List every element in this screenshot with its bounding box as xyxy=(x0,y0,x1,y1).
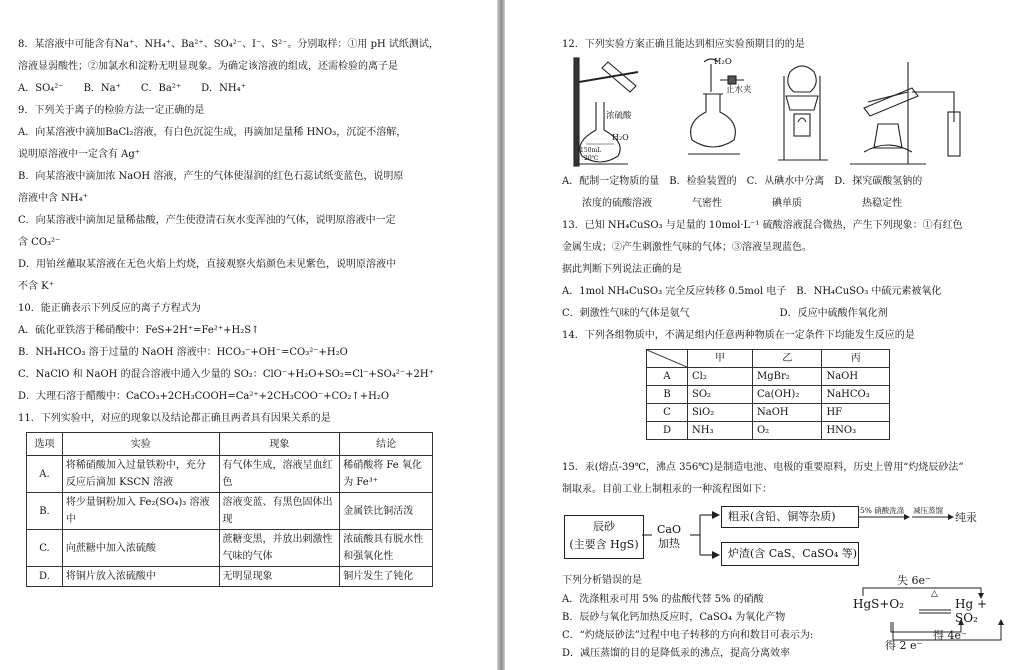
q15-line1: 15．汞(熔点-39℃，沸点 356℃)是制造电池、电极的重要原料，历史上曾用“灼烧辰砂法” xyxy=(562,462,964,473)
row-observation: 有气体生成，溶液呈血红色 xyxy=(219,456,340,493)
q12-apparatus-figures xyxy=(568,52,988,170)
row-conclusion: 铜片发生了钝化 xyxy=(340,567,433,587)
header-experiment: 实验 xyxy=(62,433,219,456)
page-gutter xyxy=(497,0,505,670)
q14-stem: 14．下列各组物质中，不满足组内任意两种物质在一定条件下均能发生反应的是 xyxy=(562,330,915,341)
q9-option-a-line2: 说明原溶液中一定含有 Ag⁺ xyxy=(18,149,141,160)
q13-options-cd: C．刺激性气味的气体是氨气 D．反应中硫酸作氧化剂 xyxy=(562,308,888,319)
q12-options-line2: 浓度的硫酸溶液 气密性 碘单质 热稳定性 xyxy=(562,198,902,209)
flow-step-arrows xyxy=(858,512,958,522)
eq-gain-4e: 得 4e⁻ xyxy=(933,629,967,642)
row-option: A. xyxy=(27,456,63,493)
header-conclusion: 结论 xyxy=(340,433,433,456)
flow-step-distill: 减压蒸馏 xyxy=(913,506,943,515)
eq-gain-2e: 得 2 e⁻ xyxy=(885,639,923,652)
q8-options: A．SO₄²⁻ B．Na⁺ C．Ba²⁺ D．NH₄⁺ xyxy=(18,83,246,94)
q9-option-b-line1: B．向某溶液中滴加浓 NaOH 溶液，产生的气体使湿润的红色石蕊试纸变蓝色，说明原 xyxy=(18,171,404,182)
q9-stem: 9．下列关于离子的检验方法一定正确的是 xyxy=(18,105,205,116)
row-observation: 蔗糖变黑，并放出刺激性气味的气体 xyxy=(219,530,340,567)
q15-stem: 下列分析错误的是 xyxy=(562,575,642,586)
left-page xyxy=(0,0,497,670)
q8-line2: 溶液显弱酸性；②加氯水和淀粉无明显现象。为确定该溶液的组成，还需检验的离子是 xyxy=(18,61,398,72)
reagent-heat: 加热 xyxy=(658,537,680,550)
label-top-water: H₂O xyxy=(714,57,732,67)
flow-pure-mercury: 纯汞 xyxy=(955,511,977,524)
row-key: B xyxy=(647,386,688,404)
table-row xyxy=(27,456,433,493)
apparatus-c-iodine-sublimation xyxy=(778,66,828,160)
q15-option-b: B．辰砂与氧化钙加热反应时，CaSO₄ 为氧化产物 xyxy=(562,612,786,623)
header-diagonal-cell xyxy=(647,350,688,368)
row-jia: NH₃ xyxy=(688,422,753,440)
table-row xyxy=(647,368,890,386)
eq-products: Hg + SO₂ xyxy=(955,597,988,625)
right-page xyxy=(505,0,1013,670)
row-bing: NaOH xyxy=(822,368,890,386)
row-bing: HNO₃ xyxy=(822,422,890,440)
q15-line2: 制取汞。目前工业上制粗汞的一种流程图如下： xyxy=(562,484,772,495)
row-conclusion: 金属铁比铜活泼 xyxy=(340,493,433,530)
row-yi: O₂ xyxy=(752,422,821,440)
q9-option-c-line1: C．向某溶液中滴加足量稀盐酸，产生使澄清石灰水变浑浊的气体，说明原溶液中一定 xyxy=(18,215,396,226)
row-bing: HF xyxy=(822,404,890,422)
row-yi: NaOH xyxy=(752,404,821,422)
header-col-yi: 乙 xyxy=(752,350,821,368)
table-row xyxy=(647,404,890,422)
flow-box-crude-mercury: 粗汞(含铅、铜等杂质) xyxy=(721,506,859,528)
eq-lose-electrons: 失 6e⁻ xyxy=(897,574,931,587)
cinnabar-sublabel: (主要含 HgS) xyxy=(569,538,639,551)
cinnabar-label: 辰砂 xyxy=(593,520,615,533)
q10-option-d: D．大理石溶于醋酸中：CaCO₃+2CH₃COOH=Ca²⁺+2CH₃COO⁻+CO₂↑+H₂O xyxy=(18,391,390,402)
label-flask-water: H₂O xyxy=(612,133,629,142)
row-experiment: 将少量铜粉加入 Fe₂(SO₄)₃ 溶液中 xyxy=(62,493,219,530)
table-row xyxy=(27,530,433,567)
table-row xyxy=(647,422,890,440)
label-water-clamp: 止水夹 xyxy=(726,85,752,95)
row-observation: 溶液变蓝、有黑色固体出现 xyxy=(219,493,340,530)
q9-option-c-line2: 含 CO₃²⁻ xyxy=(18,237,61,248)
q9-option-d-line1: D．用铂丝蘸取某溶液在无色火焰上灼烧，直接观察火焰颜色未见紫色，说明原溶液中 xyxy=(18,259,397,270)
row-jia: SO₂ xyxy=(688,386,753,404)
row-jia: SiO₂ xyxy=(688,404,753,422)
eq-reactants: HgS+O₂ xyxy=(853,597,905,611)
row-conclusion: 稀硝酸将 Fe 氧化为 Fe³⁺ xyxy=(340,456,433,493)
row-option: C. xyxy=(27,530,63,567)
row-key: D xyxy=(647,422,688,440)
header-col-jia: 甲 xyxy=(688,350,753,368)
q9-option-a-line1: A．向某溶液中滴加BaCl₂溶液，有白色沉淀生成，再滴加足量稀 HNO₃，沉淀不溶解， xyxy=(18,127,407,138)
q15-option-c: C．“灼烧辰砂法”过程中电子转移的方向和数目可表示为: xyxy=(562,630,814,641)
q15-option-d: D．减压蒸馏的目的是降低汞的沸点，提高分离效率 xyxy=(562,648,791,659)
q11-experiment-table xyxy=(26,432,433,587)
row-experiment: 将铜片放入浓硫酸中 xyxy=(62,567,219,587)
reagent-cao: CaO xyxy=(657,523,681,536)
header-col-bing: 丙 xyxy=(822,350,890,368)
header-option: 选项 xyxy=(27,433,63,456)
table-row xyxy=(647,386,890,404)
label-conc-sulfuric-acid: 浓硫酸 xyxy=(606,111,632,121)
label-flask-volume: 150mL xyxy=(580,147,602,154)
q10-option-b: B．NH₄HCO₃ 溶于过量的 NaOH 溶液中：HCO₃⁻+OH⁻=CO₃²⁻+H₂O xyxy=(18,347,348,358)
row-yi: Ca(OH)₂ xyxy=(752,386,821,404)
q13-options-ab: A．1mol NH₄CuSO₃ 完全反应转移 0.5mol 电子 B．NH₄CuSO₃ 中硫元素被氧化 xyxy=(562,286,942,297)
q14-substance-table xyxy=(646,349,890,440)
flow-box-slag: 炉渣(含 CaS、CaSO₄ 等) xyxy=(721,542,859,566)
q12-stem: 12．下列实验方案正确且能达到相应实验预期目的的是 xyxy=(562,39,805,50)
table-row xyxy=(27,493,433,530)
q8-line1: 8．某溶液中可能含有Na⁺、NH₄⁺、Ba²⁺、SO₄²⁻、I⁻、S²⁻。分别取样：①用 pH 试纸测试， xyxy=(18,39,439,50)
row-option: B. xyxy=(27,493,63,530)
row-observation: 无明显现象 xyxy=(219,567,340,587)
q10-stem: 10．能正确表示下列反应的离子方程式为 xyxy=(18,303,201,314)
row-option: D. xyxy=(27,567,63,587)
flow-box-cinnabar xyxy=(564,515,644,559)
row-jia: Cl₂ xyxy=(688,368,753,386)
table-header-row xyxy=(27,433,433,456)
q13-line1: 13．已知 NH₄CuSO₃ 与足量的 10mol·L⁻¹ 硫酸溶液混合微热，产生下列现象：①有红色 xyxy=(562,220,963,231)
flow-step-wash: 5% 硝酸洗涤 xyxy=(860,506,905,515)
header-observation: 现象 xyxy=(219,433,340,456)
eq-condition: △ xyxy=(931,589,938,599)
q11-stem: 11．下列实验中，对应的现象以及结论都正确且两者具有因果关系的是 xyxy=(18,413,331,424)
row-experiment: 向蔗糖中加入浓硫酸 xyxy=(62,530,219,567)
table-row xyxy=(27,567,433,587)
row-yi: MgBr₂ xyxy=(752,368,821,386)
q12-options-line1: A．配制一定物质的量 B．检验装置的 C．从碘水中分离 D．探究碳酸氢钠的 xyxy=(562,176,923,187)
row-experiment: 将稀硝酸加入过量铁粉中，充分反应后滴加 KSCN 溶液 xyxy=(62,456,219,493)
q9-option-d-line2: 不含 K⁺ xyxy=(18,281,54,292)
q10-option-a: A．硫化亚铁溶于稀硝酸中：FeS+2H⁺=Fe²⁺+H₂S↑ xyxy=(18,325,260,336)
apparatus-b-airtightness xyxy=(688,59,744,154)
q9-option-b-line2: 溶液中含 NH₄⁺ xyxy=(18,193,88,204)
apparatus-d-bicarbonate-heating xyxy=(850,62,960,164)
row-key: A xyxy=(647,368,688,386)
q13-line2: 金属生成；②产生刺激性气味的气体；③溶液呈现蓝色。 xyxy=(562,242,812,253)
table-header-row xyxy=(647,350,890,368)
q13-line3: 据此判断下列说法正确的是 xyxy=(562,264,682,275)
q10-option-c: C．NaClO 和 NaOH 的混合溶液中通入少量的 SO₂：ClO⁻+H₂O+SO₂=Cl⁻+SO₄²⁻+2H⁺ xyxy=(18,369,434,380)
row-key: C xyxy=(647,404,688,422)
diagonal-line xyxy=(647,350,687,367)
row-conclusion: 浓硫酸具有脱水性和强氧化性 xyxy=(340,530,433,567)
label-flask-temperature: 20℃ xyxy=(584,155,599,162)
row-bing: NaHCO₃ xyxy=(822,386,890,404)
q15-option-a: A．洗涤粗汞可用 5% 的盐酸代替 5% 的硝酸 xyxy=(562,594,764,605)
